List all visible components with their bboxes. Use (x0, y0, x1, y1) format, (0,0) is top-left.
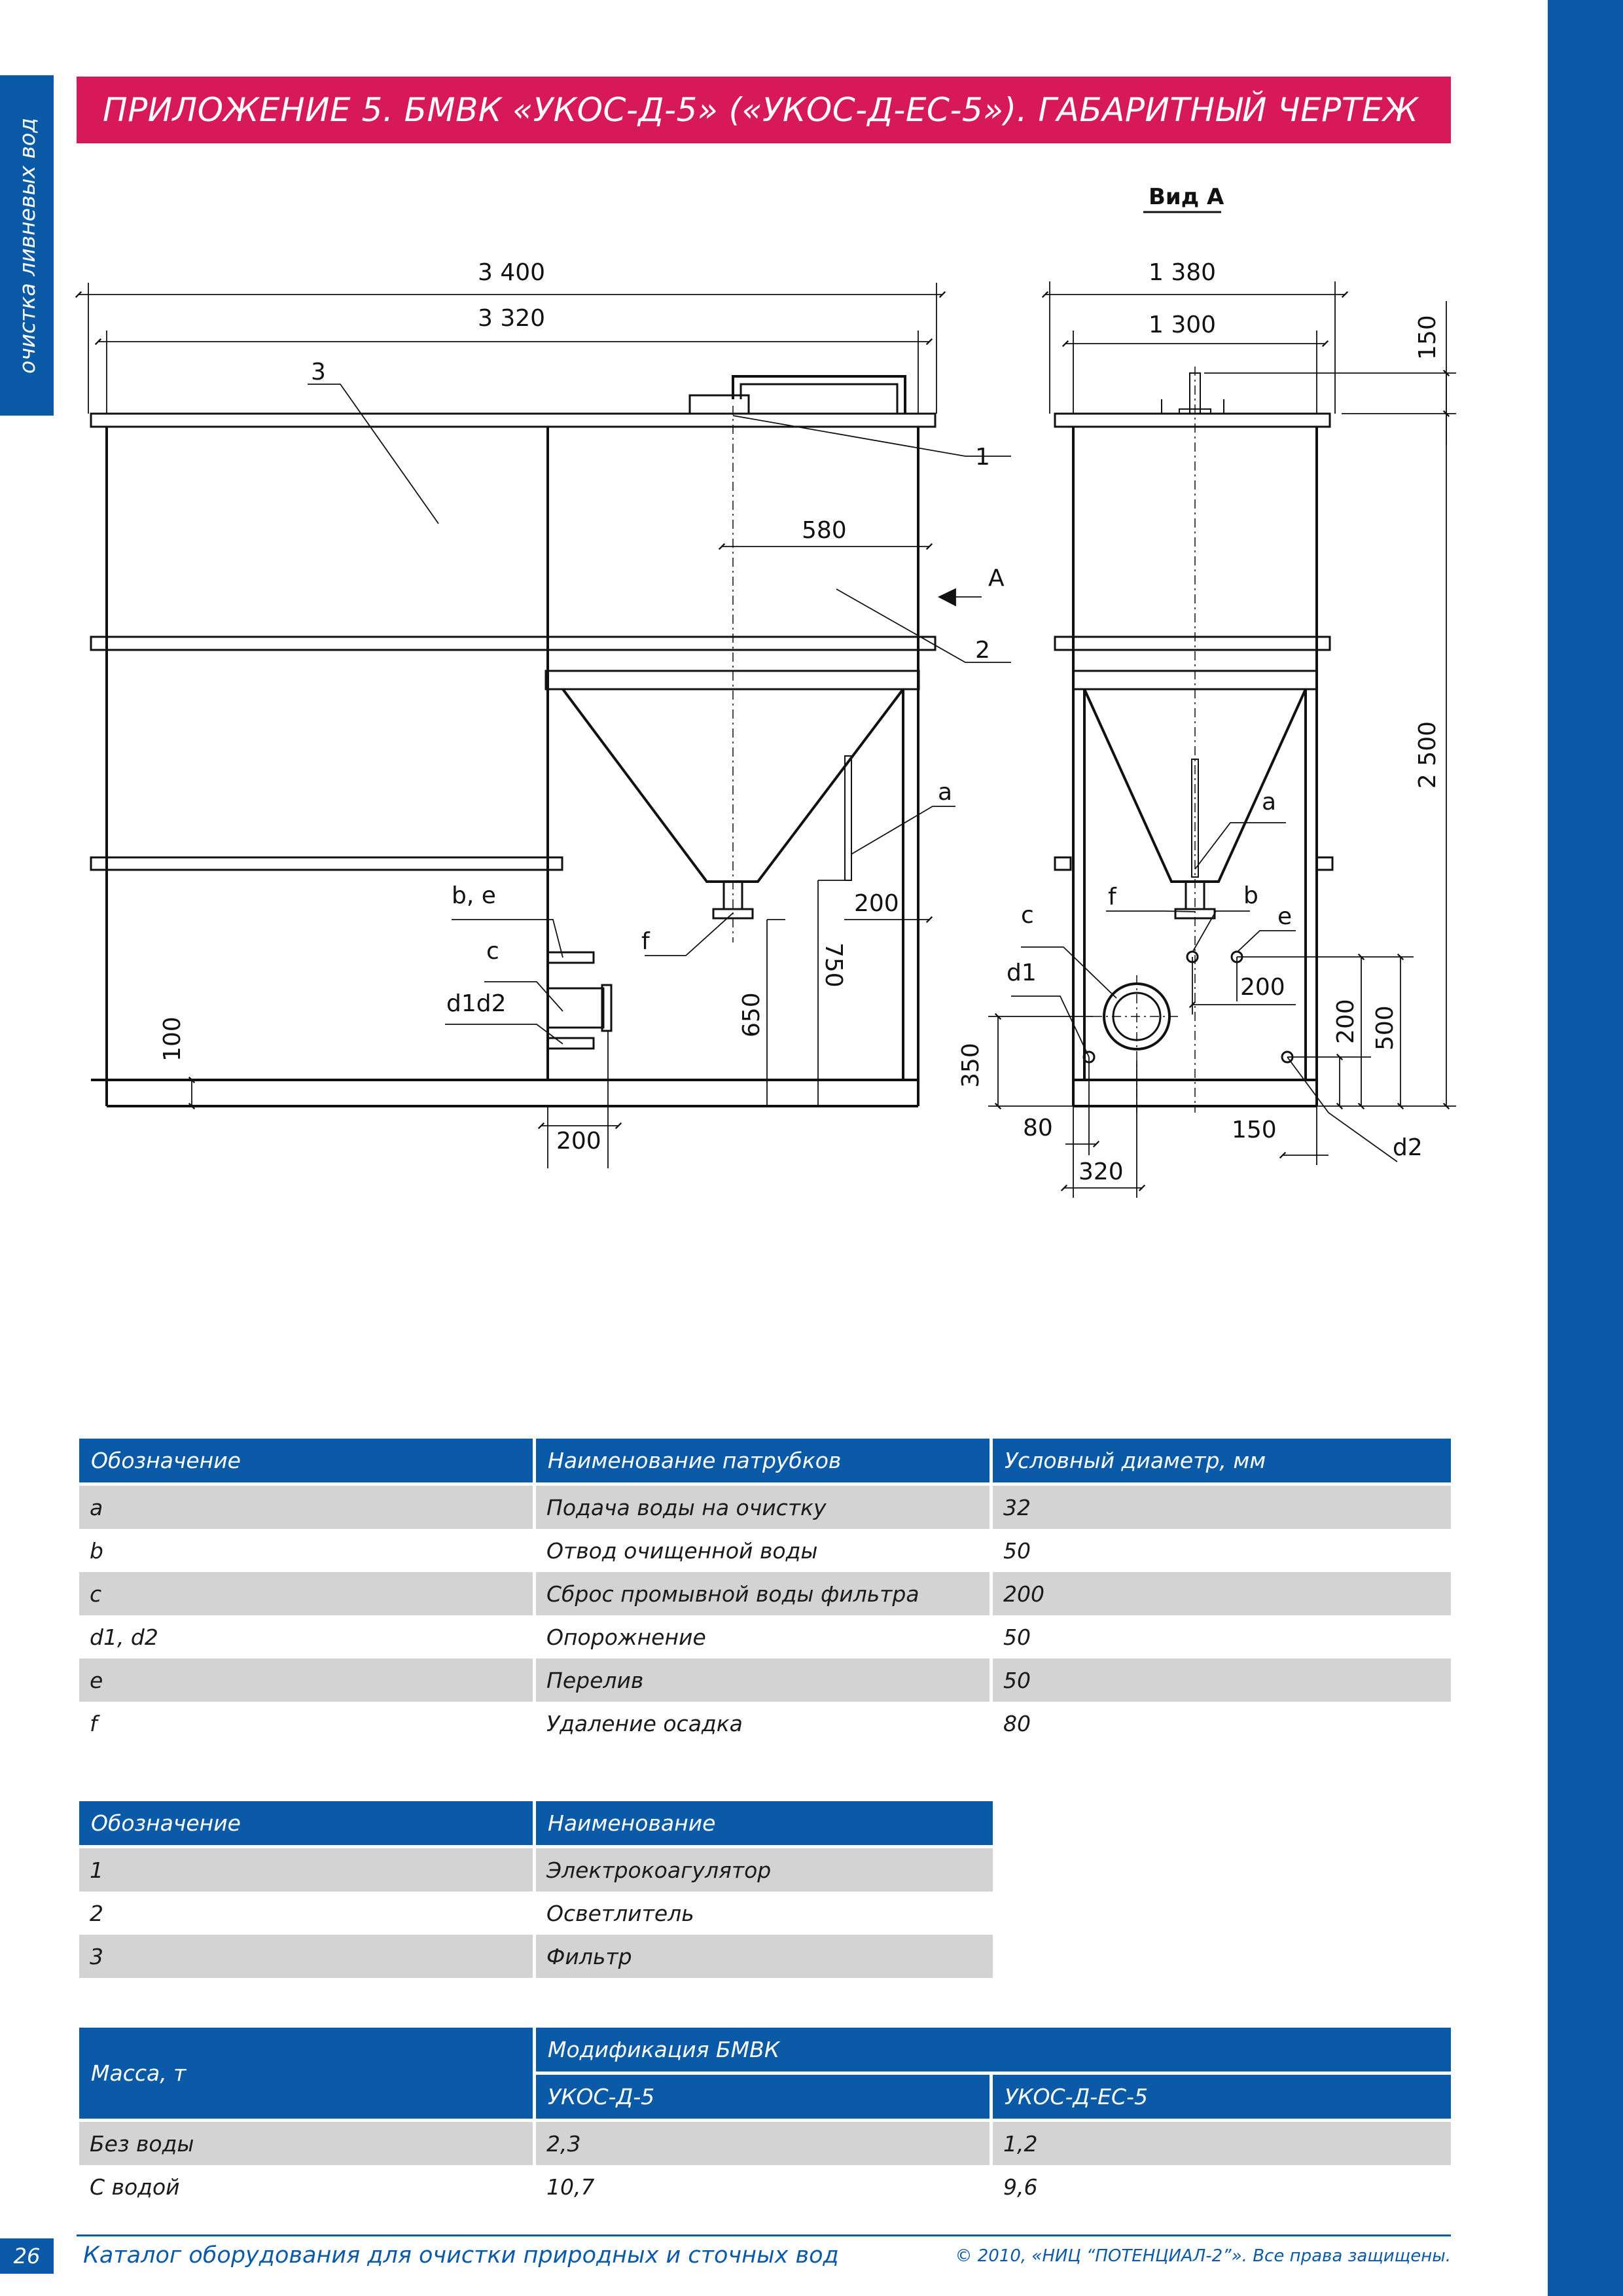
footer-catalog-title: Каталог оборудования для очистки природных и сточных вод (83, 2242, 839, 2269)
table-row (79, 1892, 993, 1935)
callout-f-front: f (641, 928, 650, 955)
view-a-label: Вид А (1149, 184, 1224, 210)
table-header-row (79, 1439, 1451, 1486)
table-row (79, 1615, 1451, 1659)
cell: c (79, 1572, 536, 1615)
callout-a-side: a (1262, 789, 1277, 816)
table-row (79, 1659, 1451, 1702)
page-number: 26 (0, 2238, 54, 2274)
dim-2500: 2 500 (1414, 721, 1441, 789)
col-header: Обозначение (79, 1801, 536, 1848)
dim-580: 580 (802, 517, 847, 544)
col-header: Наименование (536, 1801, 993, 1848)
footer-copyright: © 2010, «НИЦ “ПОТЕНЦИАЛ-2”». Все права защищены. (955, 2246, 1451, 2266)
dim-200-c: 200 (1240, 974, 1285, 1001)
callout-f-side: f (1108, 884, 1116, 910)
dim-1300: 1 300 (1149, 312, 1217, 338)
cell: Сброс промывной воды фильтра (536, 1572, 993, 1615)
dim-150-a: 150 (1414, 315, 1441, 360)
callout-d2: d2 (1393, 1134, 1423, 1161)
dim-3320: 3 320 (478, 305, 546, 332)
col-header: УКОС-Д-ЕС-5 (993, 2075, 1451, 2122)
cell: 50 (993, 1659, 1451, 1702)
table-row (79, 2122, 1451, 2165)
callout-be: b, e (452, 882, 496, 909)
cell: Удаление осадка (536, 1702, 993, 1745)
table-header-row (79, 2028, 1451, 2075)
callout-c-front: c (486, 938, 499, 965)
side-section-label: очистка ливневых вод (14, 117, 40, 374)
callout-2: 2 (975, 637, 990, 664)
cell: e (79, 1659, 536, 1702)
cell: 50 (1003, 1624, 1031, 1650)
dim-1380: 1 380 (1149, 259, 1217, 286)
callout-b-side: b (1243, 882, 1258, 909)
dim-650: 650 (738, 992, 765, 1037)
dim-200-a: 200 (854, 890, 899, 917)
cell: С водой (79, 2165, 536, 2208)
callout-e-side: e (1277, 903, 1293, 930)
cell: Опорожнение (536, 1615, 993, 1659)
callout-d1: d1 (1007, 960, 1037, 986)
dim-750: 750 (820, 942, 847, 988)
dim-150-b: 150 (1232, 1117, 1277, 1143)
cell: Фильтр (536, 1935, 993, 1978)
components-table (79, 1801, 993, 1978)
dim-350: 350 (957, 1043, 984, 1088)
table-row (79, 1702, 1451, 1745)
cell: a (79, 1486, 536, 1529)
cell: d1, d2 (79, 1615, 536, 1659)
table-header-row (79, 1801, 993, 1848)
cell: 50 (1003, 1537, 1031, 1564)
table-row (79, 1572, 1451, 1615)
col-header: Условный диаметр, мм (993, 1439, 1451, 1486)
col-header: УКОС-Д-5 (536, 2075, 993, 2122)
mass-corner-header: Масса, т (79, 2028, 536, 2122)
cell: b (79, 1529, 536, 1572)
col-header: Обозначение (79, 1439, 536, 1486)
table-row (79, 1935, 993, 1978)
table-row (79, 1529, 1451, 1572)
cell: 80 (1003, 1710, 1031, 1736)
dim-100: 100 (159, 1016, 186, 1062)
cell: Осветлитель (546, 1900, 694, 1926)
cell: Отвод очищенной воды (536, 1529, 993, 1572)
footer-rule (77, 2234, 1451, 2236)
cell: 32 (993, 1486, 1451, 1529)
callout-1: 1 (975, 444, 990, 471)
modification-group-header: Модификация БМВК (536, 2028, 1451, 2075)
cell: 2,3 (536, 2122, 993, 2165)
cell: 9,6 (1003, 2174, 1038, 2200)
callout-3: 3 (311, 359, 326, 386)
nozzle-table (79, 1439, 1451, 1745)
table-row (79, 1848, 993, 1892)
dim-500: 500 (1372, 1005, 1399, 1050)
dim-320: 320 (1079, 1158, 1124, 1185)
page-title: ПРИЛОЖЕНИЕ 5. БМВК «УКОС-Д-5» («УКОС-Д-ЕС-5»). ГАБАРИТНЫЙ ЧЕРТЕЖ (103, 91, 1419, 129)
cell: Перелив (536, 1659, 993, 1702)
cell: 10,7 (536, 2165, 993, 2208)
mass-table (79, 2028, 1451, 2208)
cell: Подача воды на очистку (536, 1486, 993, 1529)
cell: 3 (79, 1935, 536, 1978)
col-header: Наименование патрубков (536, 1439, 993, 1486)
dim-200-d: 200 (1332, 999, 1359, 1044)
callout-a-front: a (938, 779, 953, 806)
cell: 1,2 (993, 2122, 1451, 2165)
cell: 2 (79, 1892, 536, 1935)
callout-c-side: c (1021, 902, 1034, 929)
callout-d1d2: d1d2 (446, 990, 507, 1017)
callout-view-arrow: A (988, 565, 1005, 592)
table-row (79, 1486, 1451, 1529)
dim-80: 80 (1023, 1115, 1053, 1141)
cell: f (79, 1702, 536, 1745)
dim-200-b: 200 (556, 1128, 601, 1155)
cell: 200 (993, 1572, 1451, 1615)
cell: Без воды (79, 2122, 536, 2165)
cell: 1 (79, 1848, 536, 1892)
cell: Электрокоагулятор (536, 1848, 993, 1892)
dim-3400: 3 400 (478, 259, 546, 286)
table-row (79, 2165, 1451, 2208)
